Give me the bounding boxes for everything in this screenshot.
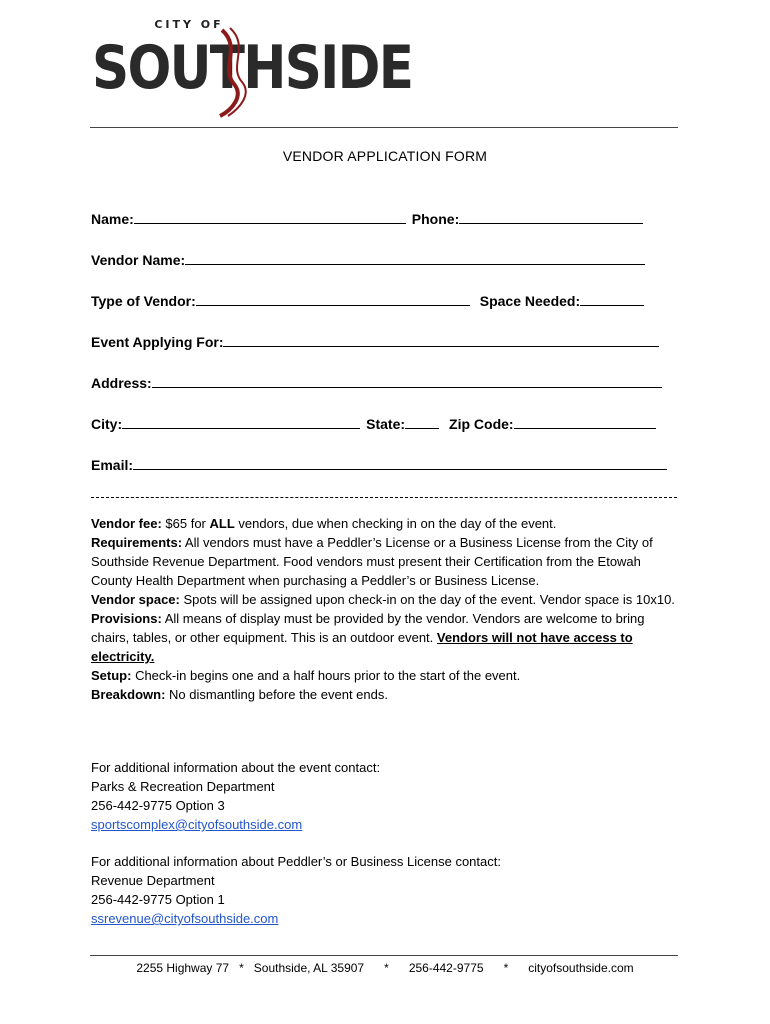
setup-text: Check-in begins one and a half hours prior to the start of the event. <box>131 668 521 683</box>
row-city-state-zip <box>91 414 662 432</box>
license-contact-phone: 256-442-9775 Option 1 <box>91 892 225 907</box>
row-type-space <box>91 291 650 309</box>
license-contact-heading: For additional information about Peddler’s or Business License contact: <box>91 854 501 869</box>
provisions-label: Provisions: <box>91 611 162 626</box>
city-of-southside-logo <box>92 18 413 118</box>
zip-code-label: Zip Code: <box>449 416 514 432</box>
row-email <box>91 455 673 473</box>
footer-sep-3: * <box>503 961 509 975</box>
license-contact-block <box>91 852 591 928</box>
email-field[interactable] <box>133 455 667 470</box>
footer-website: cityofsouthside.com <box>528 961 634 975</box>
name-field[interactable] <box>134 209 406 224</box>
vendor-name-label: Vendor Name: <box>91 252 186 268</box>
provisions-text: All means of display must be provided by the vendor. Vendors are welcome to bring chairs, tables, or other equipment. This is an outdoor event. <box>91 611 645 645</box>
logo-swoosh-icon <box>92 18 312 118</box>
event-contact-heading: For additional information about the event contact: <box>91 760 381 775</box>
event-applying-label: Event Applying For: <box>91 334 224 350</box>
footer-address: 2255 Highway 77 <box>136 961 230 975</box>
footer-sep-1: * <box>239 961 244 975</box>
license-contact-email-link[interactable]: ssrevenue@cityofsouthside.com <box>91 911 279 926</box>
vendor-space-paragraph <box>91 590 683 609</box>
footer-phone: 256-442-9775 <box>408 961 484 975</box>
requirements-text: All vendors must have a Peddler’s License or a Business License from the City of Southside Revenue Department. Food vendors must present their Certification from the Etowah County Health Department when purchasing a Peddler’s or Business License. <box>91 535 653 588</box>
type-of-vendor-field[interactable] <box>196 291 470 306</box>
name-label: Name: <box>91 211 134 227</box>
zip-code-field[interactable] <box>514 414 656 429</box>
license-contact-dept: Revenue Department <box>91 873 215 888</box>
address-field[interactable] <box>152 373 662 388</box>
footer-city: Southside, AL 35907 <box>253 961 365 975</box>
event-applying-field[interactable] <box>223 332 659 347</box>
logo-city-of: CITY OF <box>154 18 224 31</box>
event-contact-dept: Parks & Recreation Department <box>91 779 275 794</box>
vendor-fee-paragraph <box>91 514 683 533</box>
event-contact-block <box>91 758 591 834</box>
requirements-paragraph <box>91 533 683 590</box>
breakdown-label: Breakdown: <box>91 687 166 702</box>
event-contact-phone: 256-442-9775 Option 3 <box>91 798 225 813</box>
breakdown-paragraph <box>91 685 683 704</box>
row-vendor-name <box>91 250 651 268</box>
footer <box>0 961 770 975</box>
row-event <box>91 332 665 350</box>
row-address <box>91 373 668 391</box>
event-contact-email-link[interactable]: sportscomplex@cityofsouthside.com <box>91 817 303 832</box>
requirements-label: Requirements: <box>91 535 183 550</box>
electricity-notice: Vendors will not have access to electricity. <box>91 630 633 664</box>
vendor-fee-text-b: vendors, due when checking in on the day of the event. <box>234 516 557 531</box>
city-field[interactable] <box>122 414 360 429</box>
setup-paragraph <box>91 666 683 685</box>
provisions-paragraph <box>91 609 683 666</box>
logo-wordmark: SOUTHSIDE <box>92 33 413 103</box>
state-field[interactable] <box>405 414 439 429</box>
space-needed-field[interactable] <box>580 291 644 306</box>
row-name-phone <box>91 209 649 227</box>
vendor-fee-all: ALL <box>209 516 235 531</box>
vendor-name-field[interactable] <box>185 250 645 265</box>
header-divider <box>90 127 678 128</box>
type-of-vendor-label: Type of Vendor: <box>91 293 196 309</box>
vendor-fee-text-a: $65 for <box>161 516 210 531</box>
breakdown-text: No dismantling before the event ends. <box>165 687 388 702</box>
email-label: Email: <box>91 457 134 473</box>
form-title: VENDOR APPLICATION FORM <box>282 148 488 164</box>
vendor-space-label: Vendor space: <box>91 592 180 607</box>
state-label: State: <box>366 416 406 432</box>
vendor-fee-label: Vendor fee: <box>91 516 162 531</box>
vendor-space-text: Spots will be assigned upon check-in on the day of the event. Vendor space is 10x10. <box>179 592 675 607</box>
section-divider <box>91 497 677 498</box>
city-label: City: <box>91 416 123 432</box>
phone-label: Phone: <box>411 211 460 227</box>
address-label: Address: <box>91 375 152 391</box>
space-needed-label: Space Needed: <box>479 293 581 309</box>
footer-sep-2: * <box>384 961 389 975</box>
phone-field[interactable] <box>459 209 643 224</box>
setup-label: Setup: <box>91 668 132 683</box>
footer-divider <box>90 955 678 956</box>
vendor-info-block <box>91 514 683 704</box>
